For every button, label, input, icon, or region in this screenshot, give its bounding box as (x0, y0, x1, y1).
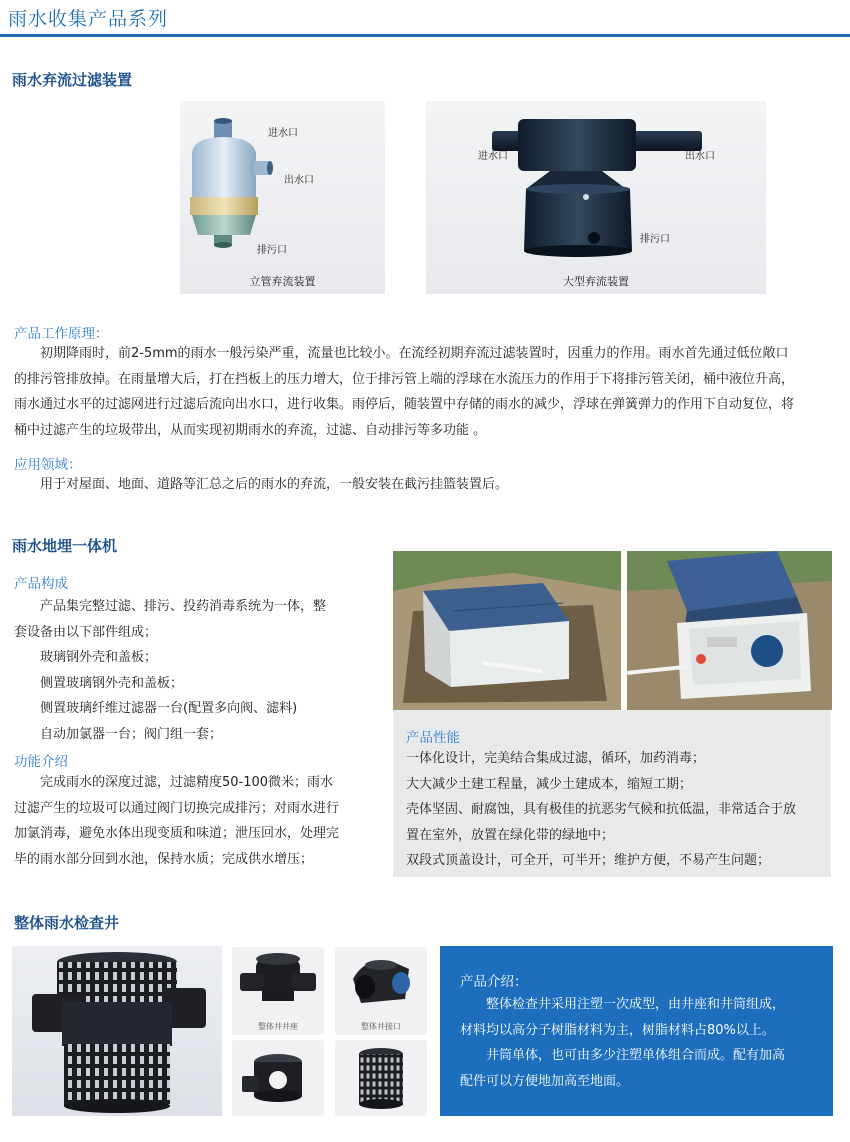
well-seat-image (232, 1040, 324, 1116)
well-shaft-thumb (335, 1040, 427, 1116)
well-connector-thumb (335, 947, 427, 1035)
function-line: 加氯消毒，避免水体出现变质和味道；泄压回水，处理完 (14, 826, 340, 841)
composition-line: 套设备由以下部件组成； (14, 624, 158, 640)
section-title-underground-unit: 雨水地埋一体机 (12, 537, 118, 555)
vertical-diverter-figure (180, 101, 385, 294)
intro-heading: 产品介绍： (460, 974, 528, 990)
large-diverter-figure (426, 101, 766, 294)
drain-label: 排污口 (257, 245, 287, 256)
principle-line: 桶中过滤产生的垃圾带出，从而实现初期雨水的弃流，过滤、自动排污等多功能 。 (14, 422, 487, 438)
inspection-well-intro-panel (440, 946, 833, 1116)
principle-line: 雨水通过水平的过滤网进行过滤后流向出水口，进行收集。雨停后，随装置中存储的雨水的减少，浮球在弹簧弹力的作用下自动复位，将 (14, 397, 795, 412)
inlet-label: 进水口 (478, 151, 508, 162)
composition-line: 产品集完整过滤、排污、投药消毒系统为一体，整 (40, 599, 327, 614)
application-line: 用于对屋面、地面、道路等汇总之后的雨水的弃流，一般安装在截污挂篮装置后。 (40, 477, 509, 492)
performance-list (406, 746, 826, 874)
thumb-caption: 整体井井座 (258, 1022, 298, 1031)
composition-line: 侧置玻璃钢外壳和盖板； (40, 675, 184, 691)
title-divider (0, 34, 850, 37)
figure-caption: 大型弃流装置 (563, 275, 629, 288)
inlet-label: 进水口 (268, 128, 298, 139)
well-connector-image (335, 947, 427, 1019)
intro-line: 整体检查井采用注塑一次成型，由井座和井筒组成， (486, 997, 786, 1012)
buried-unit-photo-closed (393, 551, 621, 710)
page-title: 雨水收集产品系列 (8, 8, 169, 30)
outlet-label: 出水口 (685, 151, 715, 162)
function-heading: 功能介绍 (14, 754, 68, 770)
outlet-label: 出水口 (284, 175, 314, 186)
well-shaft-image (335, 1040, 427, 1116)
principle-line: 的排污管排放掉。在雨量增大后，打在挡板上的压力增大，位于排污管上端的浮球在水流压力的作用于下将排污管关闭，桶中液位升高， (14, 371, 795, 387)
composition-line: 侧置玻璃纤维过滤器一台(配置多向阀、滤料) (40, 701, 298, 716)
function-line: 毕的雨水部分回到水池，保持水质；完成供水增压； (14, 851, 314, 867)
principle-paragraph (14, 341, 840, 443)
drain-label: 排污口 (640, 234, 670, 245)
intro-line: 配件可以方便地加高至地面。 (460, 1073, 630, 1089)
inspection-well-photo (12, 946, 222, 1116)
performance-heading: 产品性能 (406, 730, 460, 746)
large-diverter-image (426, 101, 766, 294)
well-base-image (232, 947, 324, 1019)
performance-line: 置在室外，放置在绿化带的绿地中； (406, 827, 615, 843)
inspection-well-image (12, 946, 222, 1116)
intro-line: 材料均以高分子树脂材料为主，树脂材料占80%以上。 (460, 1022, 775, 1038)
composition-list (14, 594, 374, 747)
intro-paragraph (460, 992, 828, 1094)
performance-line: 大大减少土建工程量，减少土建成本，缩短工期； (406, 776, 693, 792)
buried-unit-photo-open (627, 551, 832, 710)
composition-line: 自动加氯器一台；阀门组一套； (40, 726, 223, 742)
function-paragraph (14, 770, 384, 872)
composition-line: 玻璃钢外壳和盖板； (40, 650, 158, 665)
principle-line: 初期降雨时，前2-5mm的雨水一般污染严重，流量也比较小。在流经初期弃流过滤装置时，因重力的作用。雨水首先通过低位敞口 (40, 346, 789, 361)
performance-line: 一体化设计，完美结合集成过滤，循环，加药消毒； (406, 751, 706, 766)
application-heading: 应用领域： (14, 457, 82, 473)
composition-heading: 产品构成 (14, 576, 68, 592)
performance-line: 双段式顶盖设计，可全开，可半开；维护方便，不易产生问题； (406, 853, 771, 868)
function-line: 过滤产生的垃圾可以通过阀门切换完成排污；对雨水进行 (14, 800, 340, 816)
principle-heading: 产品工作原理： (14, 326, 109, 342)
buried-unit-closed-image (393, 551, 621, 710)
buried-unit-open-image (627, 551, 832, 710)
figure-caption: 立管弃流装置 (249, 275, 316, 288)
well-seat-thumb (232, 1040, 324, 1116)
thumb-caption: 整体井接口 (361, 1022, 401, 1031)
performance-panel (393, 710, 831, 877)
well-base-thumb (232, 947, 324, 1035)
performance-line: 壳体坚固、耐腐蚀，具有极佳的抗恶劣气候和抗低温，非常适合于放 (406, 802, 797, 817)
intro-line: 井筒单体，也可由多少注塑单体组合而成。配有加高 (486, 1048, 786, 1063)
section-title-rain-diverter: 雨水弃流过滤装置 (12, 71, 133, 89)
section-title-inspection-well: 整体雨水检查井 (14, 914, 120, 932)
function-line: 完成雨水的深度过滤，过滤精度50-100微米；雨水 (40, 775, 334, 790)
